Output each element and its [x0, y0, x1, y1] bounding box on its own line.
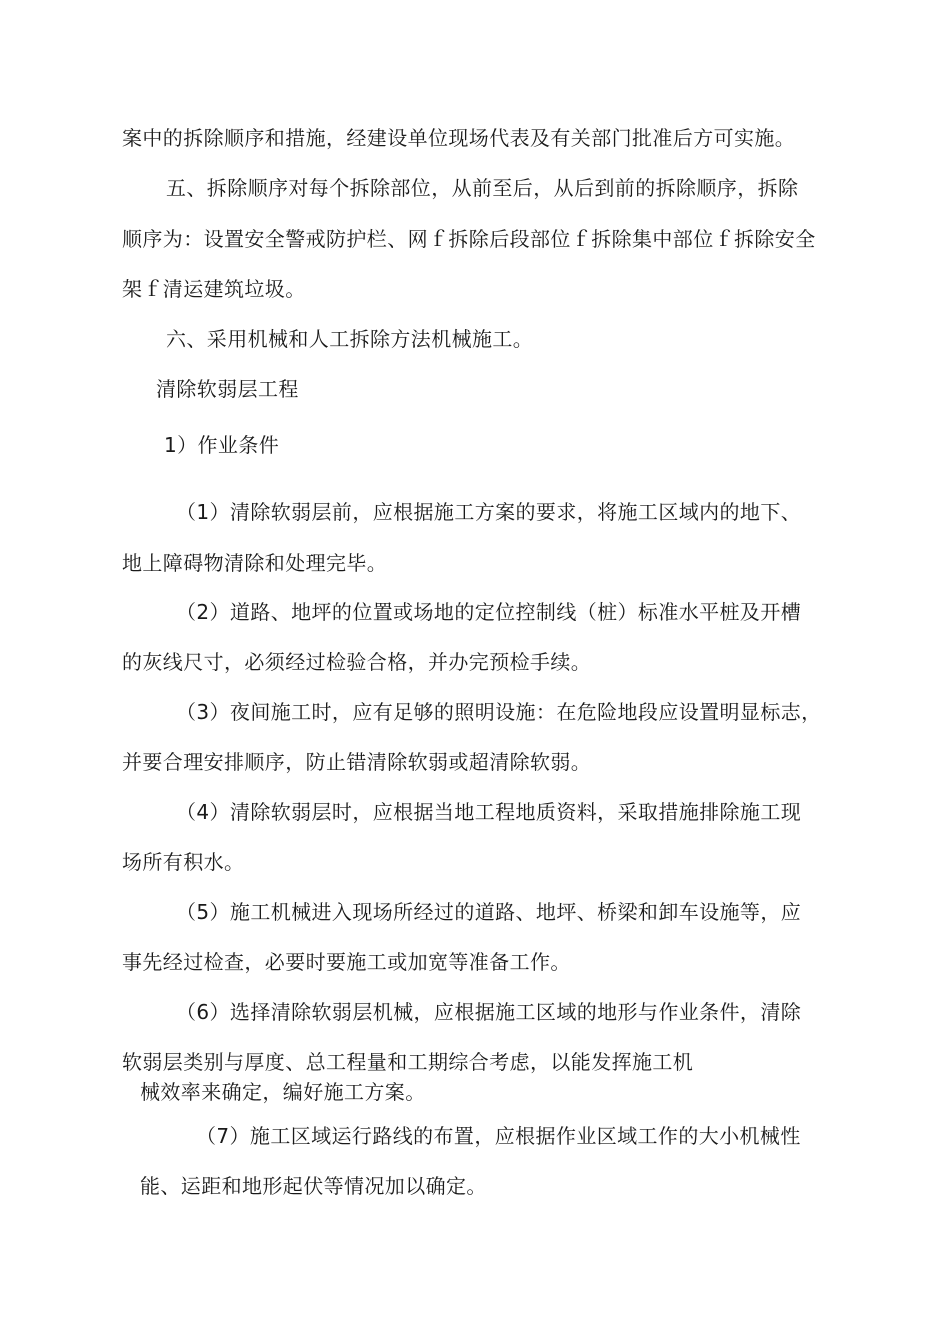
- list-item: （5）施工机械进入现场所经过的道路、地坪、桥梁和卸车设施等，应: [176, 900, 802, 924]
- list-item: （6）选择清除软弱层机械，应根据施工区域的地形与作业条件，清除: [176, 1000, 802, 1024]
- text-line: 顺序为：设置安全警戒防护栏、网ｆ拆除后段部位ｆ拆除集中部位ｆ拆除安全: [122, 227, 816, 251]
- text-line: 能、运距和地形起伏等情况加以确定。: [140, 1174, 487, 1198]
- text-line: 的灰线尺寸，必须经过检验合格，并办完预检手续。: [122, 650, 592, 674]
- list-item: （3）夜间施工时，应有足够的照明设施：在危险地段应设置明显标志，: [176, 700, 822, 724]
- text-line: 事先经过检查，必要时要施工或加宽等准备工作。: [122, 950, 571, 974]
- list-item: （7）施工区域运行路线的布置，应根据作业区域工作的大小机械性: [196, 1124, 801, 1148]
- list-heading: 1）作业条件: [164, 433, 280, 457]
- text-line: 架ｆ清运建筑垃圾。: [122, 277, 306, 301]
- text-line: 并要合理安排顺序，防止错清除软弱或超清除软弱。: [122, 750, 592, 774]
- subsection-title: 清除软弱层工程: [156, 377, 299, 401]
- text-line: 械效率来确定，编好施工方案。: [140, 1080, 426, 1104]
- list-item: （1）清除软弱层前，应根据施工方案的要求，将施工区域内的地下、: [176, 500, 802, 524]
- text-line: 软弱层类别与厚度、总工程量和工期综合考虑，以能发挥施工机: [122, 1050, 694, 1074]
- section-heading: 六、采用机械和人工拆除方法机械施工。: [166, 327, 534, 351]
- text-line: 案中的拆除顺序和措施，经建设单位现场代表及有关部门批准后方可实施。: [122, 126, 796, 150]
- text-line: 场所有积水。: [122, 850, 245, 874]
- list-item: （4）清除软弱层时，应根据当地工程地质资料，采取措施排除施工现: [176, 800, 802, 824]
- list-item: （2）道路、地坪的位置或场地的定位控制线（桩）标准水平桩及开槽: [176, 600, 802, 624]
- section-heading: 五、拆除顺序对每个拆除部位，从前至后，从后到前的拆除顺序，拆除: [166, 176, 799, 200]
- text-line: 地上障碍物清除和处理完毕。: [122, 551, 388, 575]
